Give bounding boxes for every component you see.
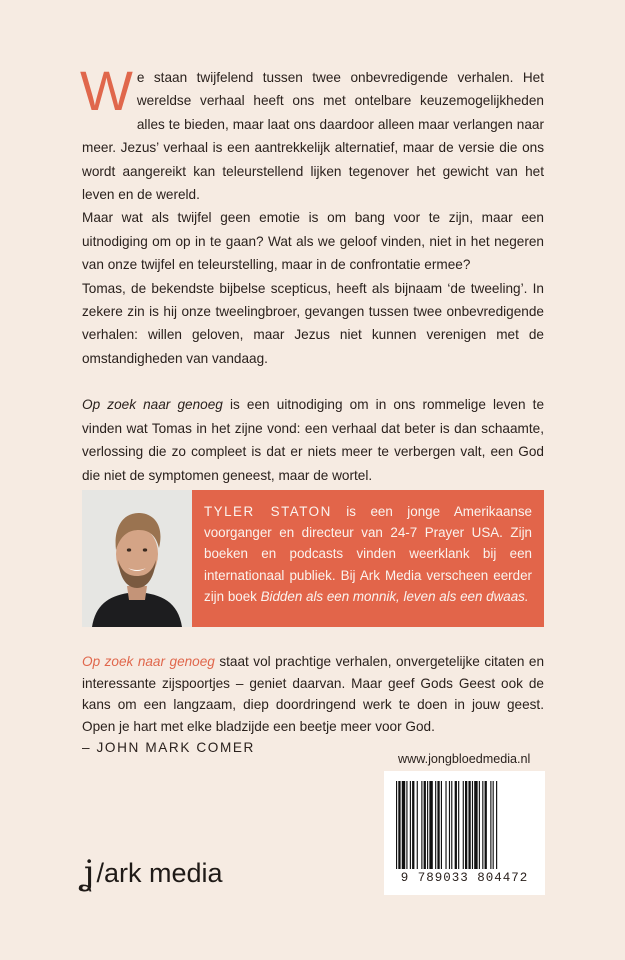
publisher-logo [82,853,223,893]
author-photo [82,490,192,627]
isbn-barcode [384,771,545,895]
quote-book-title: Op zoek naar genoeg [82,654,215,669]
logo-mark: ʝ [82,853,95,893]
logo-text: /ark media [96,858,223,888]
quote-text: staat vol prachtige verhalen, onvergetelijke citaten en interessante zijspoortjes – geniet daarvan. Maar geef Gods Geest ook de kans om een langzaam, diep doordringend werk te doen in jouw geest. Open je hart met elke bladzijde een beetje meer voor God. [82,654,544,734]
blurb-paragraph-1-text: e staan twijfelend tussen twee onbevredigende verhalen. Het wereldse verhaal heeft ons met ontelbare keuzemogelijkheden alles te bieden, maar laat ons daardoor alleen maar verlangen naar meer. Jezus’ verhaal is een aantrekkelijk alternatief, maar de versie die ons wordt aangereikt kan teleurstellend lijken tegenover het gewicht van het leven en de wereld. [82,70,544,203]
drop-cap: W [80,59,133,122]
book-title: Op zoek naar genoeg [82,397,223,413]
author-bio [82,490,544,627]
author-portrait-illustration [82,490,192,627]
author-name: TYLER STATON [204,504,332,519]
author-bio-text-box [192,490,544,627]
endorsement-quote [82,651,544,759]
blurb-paragraph-3: Tomas, de bekendste bijbelse scepticus, heeft als bijnaam ‘de tweeling’. In zekere zin is hij onze tweelingbroer, gevangen tussen twee onbevredigende verhalen: willen geloven, maar Jezus niet kunnen verenigen met de omstandigheden van vandaag. [82,280,544,366]
isbn-number: 9 789033 804472 [400,871,529,885]
blurb-paragraph-4-text: is een uitnodiging om in ons rommelige leven te vinden wat Tomas in het zijne vond: een verhaal dat beter is dan schaamte, verlossing die zo compleet is dat er niets meer te verbergen valt, een God die niet de symptomen geneest, maar de wortel. [82,397,545,483]
blurb-paragraph-1 [80,59,544,206]
barcode-icon [394,781,535,871]
publisher-url: www.jongbloedmedia.nl [398,752,531,766]
blurb-paragraph-4 [82,393,544,487]
author-bio-text: is een jonge Amerikaanse voorganger en directeur van 24-7 Prayer USA. Zijn boeken en podcasts vinden weerklank bij een internationaal publiek. Bij Ark Media verscheen eerder zijn boek [204,504,532,604]
blurb-paragraph-2: Maar wat als twijfel geen emotie is om bang voor te zijn, maar een uitnodiging om op in te gaan? Wat als we geloof vinden, niet in het negeren van onze twijfel en teleurstelling, maar in de confrontatie ermee? [82,210,544,273]
previous-book-title: Bidden als een monnik, leven als een dwaas. [260,588,529,604]
back-cover-blurb [80,59,545,487]
quote-author: – JOHN MARK COMER [82,740,255,756]
